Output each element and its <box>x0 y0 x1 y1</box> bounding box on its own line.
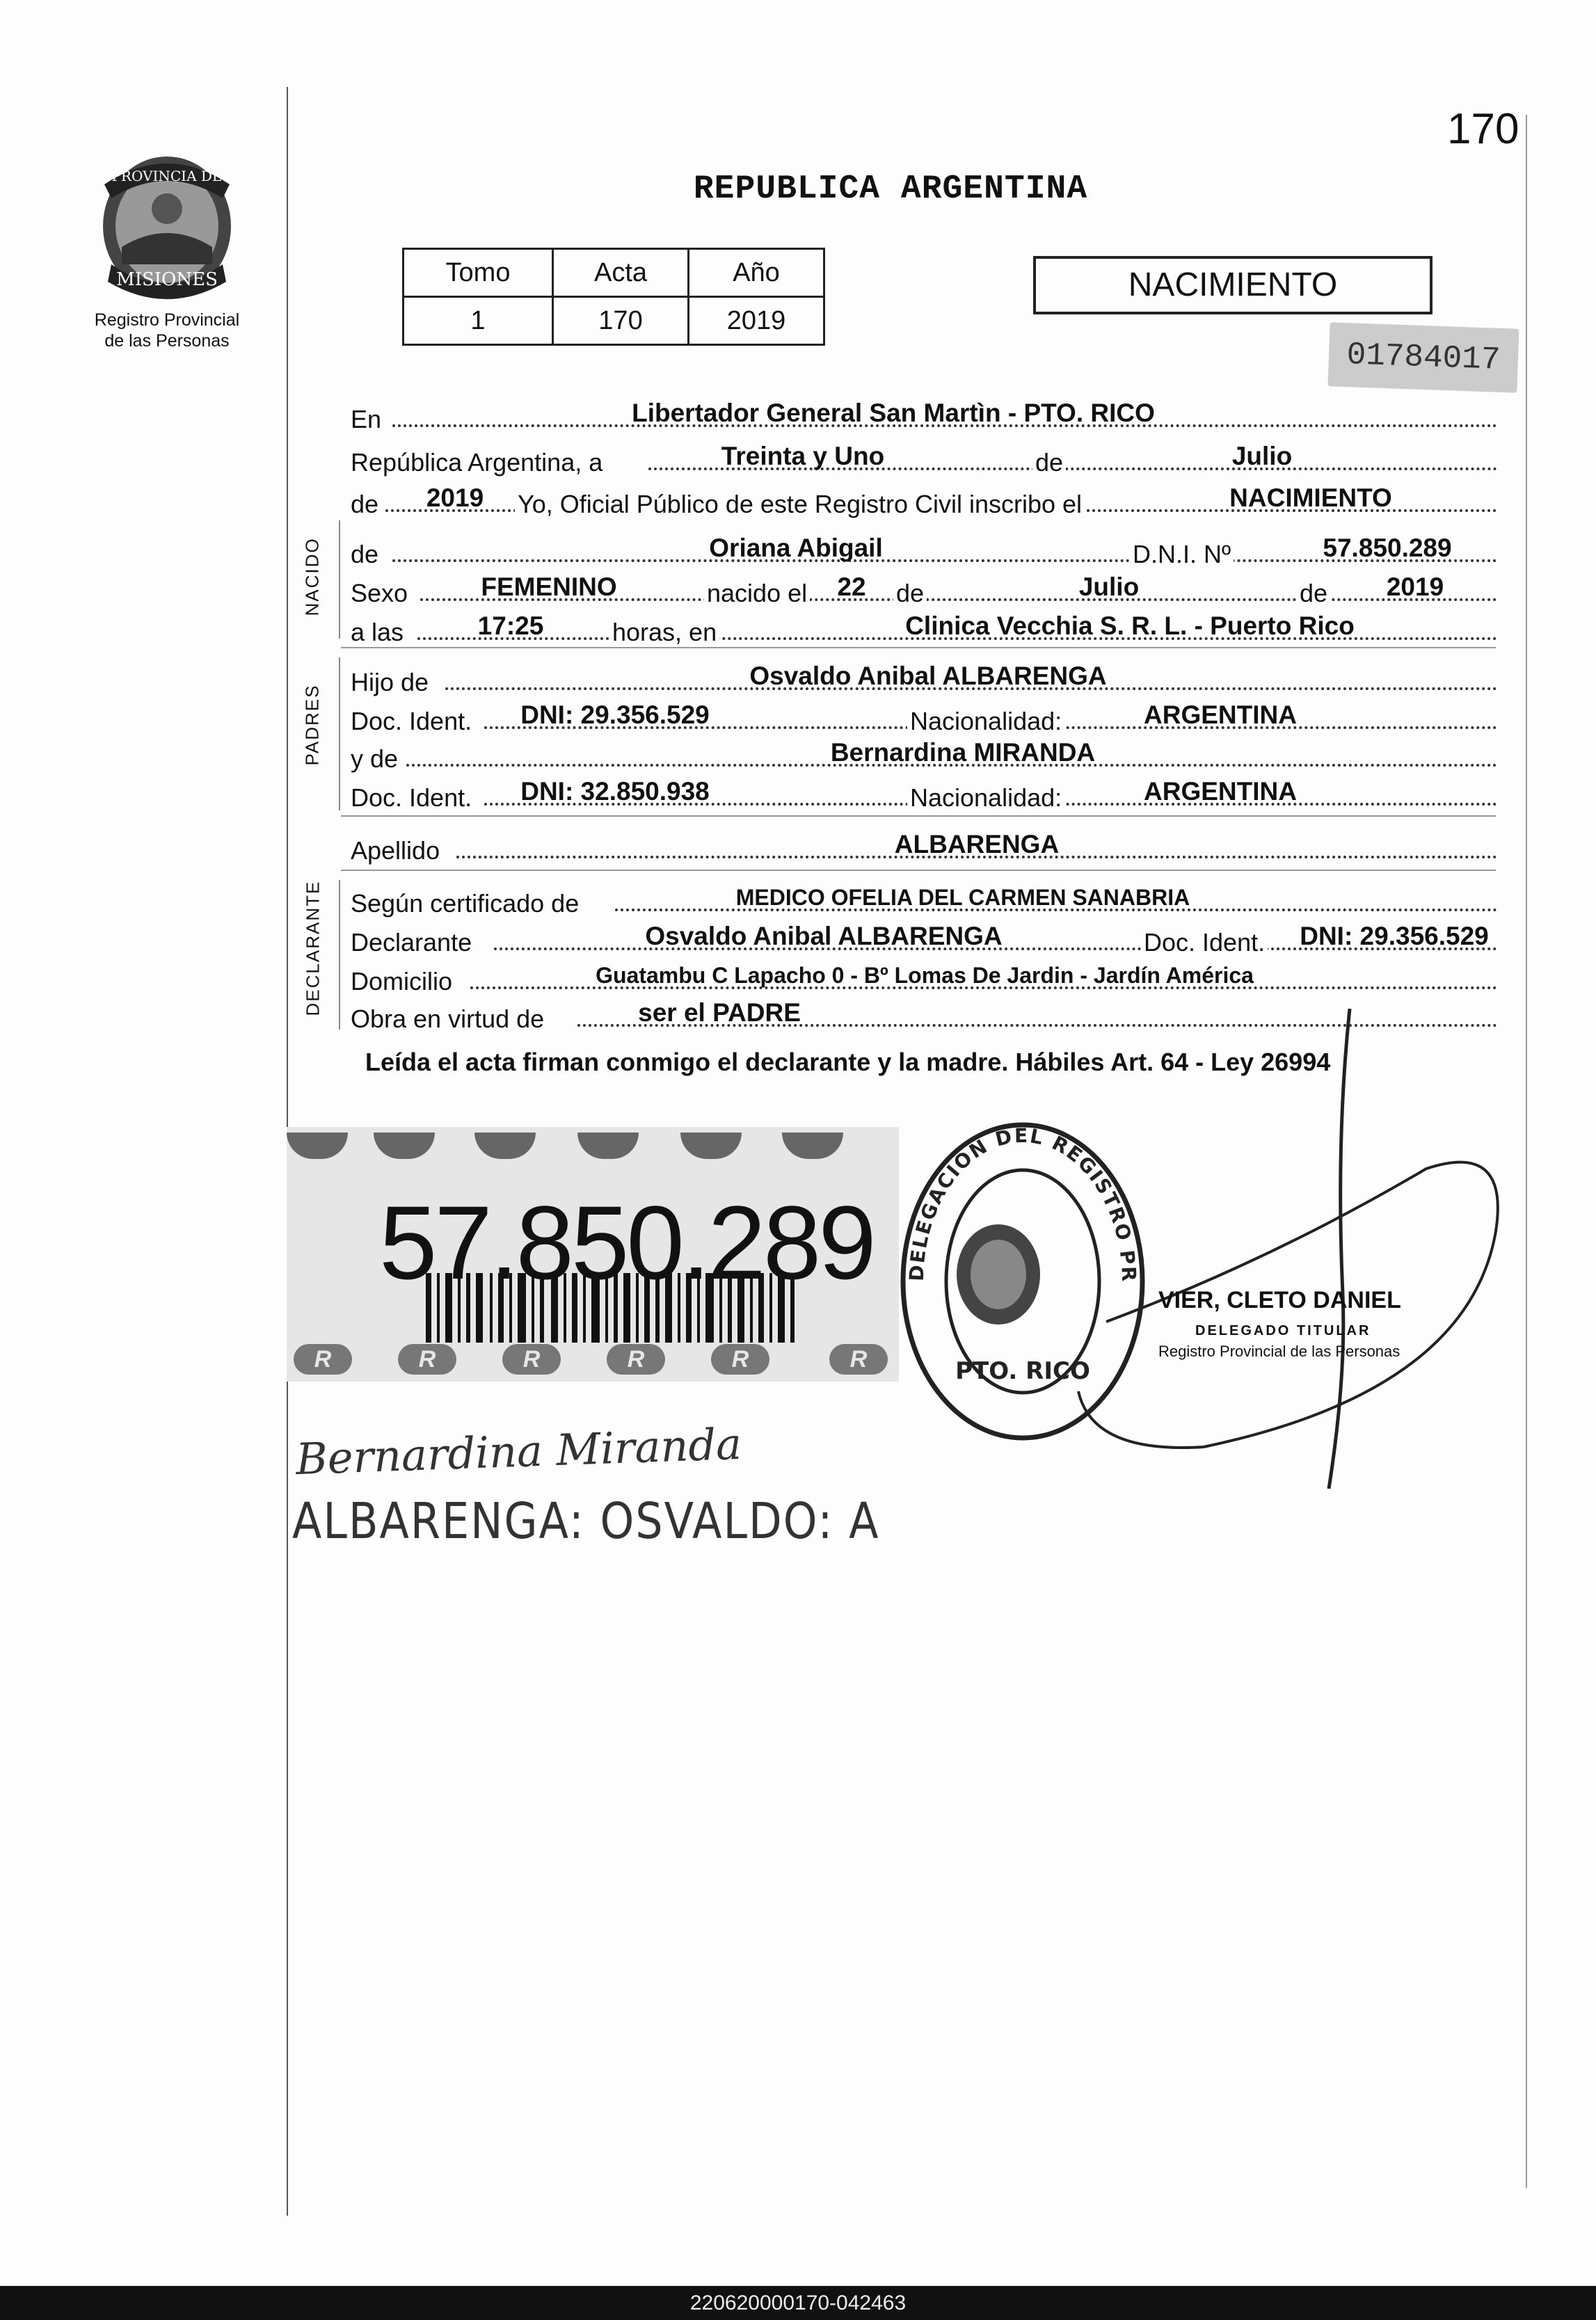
value-mother-name: Bernardina MIRANDA <box>830 738 1096 767</box>
label-en: En <box>351 405 382 433</box>
row-certificate <box>351 879 1497 918</box>
logo-bottom-text: MISIONES <box>116 269 218 290</box>
value-event: NACIMIENTO <box>1229 483 1392 512</box>
row-address <box>351 957 1497 996</box>
label-obra-en-virtud: Obra en virtud de <box>351 1005 545 1033</box>
page-number: 170 <box>1447 105 1519 153</box>
acta-value-row <box>404 297 824 345</box>
label-doc-ident-declarant: Doc. Ident. <box>1141 928 1268 957</box>
row-date <box>351 438 1497 477</box>
row-father-name <box>351 658 1497 697</box>
seal-ring-text: DELEGACION DEL REGISTRO PR <box>904 1123 1141 1283</box>
label-domicilio: Domicilio <box>351 967 453 995</box>
stamp-r-logo-icon: R <box>294 1344 352 1375</box>
serial-number-stamp: 01784017 <box>1327 322 1519 392</box>
value-address: Guatambu C Lapacho 0 - Bº Lomas De Jardin - Jardín América <box>596 963 1254 988</box>
label-nacionalidad: Nacionalidad: <box>907 707 1064 736</box>
father-signature: ALBARENGA: OSVALDO: A <box>292 1491 880 1551</box>
registry-label-line2: de las Personas <box>104 331 230 351</box>
misiones-crest-icon <box>83 143 250 303</box>
value-birth-year: 2019 <box>1386 573 1444 601</box>
stamp-r-logo-icon: R <box>502 1344 561 1375</box>
value-year: 2019 <box>426 483 484 512</box>
label-apellido: Apellido <box>351 836 440 865</box>
label-segun-certificado: Según certificado de <box>351 889 580 918</box>
label-dni-no: D.N.I. Nº <box>1130 540 1234 569</box>
value-birth-place: Clinica Vecchia S. R. L. - Puerto Rico <box>905 611 1355 640</box>
value-certificate-by: MEDICO OFELIA DEL CARMEN SANABRIA <box>735 885 1190 910</box>
anio-header: Año <box>689 249 824 297</box>
section-label-padres: PADRES <box>301 684 323 766</box>
anio-value: 2019 <box>689 297 824 345</box>
label-de-year: de <box>351 490 379 518</box>
stamp-r-logo-icon: R <box>398 1344 456 1375</box>
label-republica-a: República Argentina, a <box>351 448 603 477</box>
label-doc-ident: Doc. Ident. <box>351 707 472 735</box>
signature-scribble-icon <box>1064 1002 1510 1503</box>
mother-signature: Bernardina Miranda <box>294 1418 743 1485</box>
signatory-role: DELEGADO TITULAR <box>1195 1323 1371 1338</box>
value-birth-month: Julio <box>1078 573 1140 601</box>
stamp-wave-icon <box>782 1133 843 1159</box>
stamp-r-logo-icon: R <box>711 1344 769 1375</box>
value-declarant-doc: DNI: 29.356.529 <box>1300 922 1489 950</box>
value-day: Treinta y Uno <box>721 442 885 470</box>
value-surname: ALBARENGA <box>894 830 1060 858</box>
acta-header: Acta <box>553 249 689 297</box>
value-birth-time: 17:25 <box>477 611 544 640</box>
stamp-wave-icon <box>577 1133 639 1159</box>
province-logo <box>83 143 250 303</box>
closing-note: Leída el acta firman conmigo el declarante y la madre. Hábiles Art. 64 - Ley 26994 <box>365 1048 1331 1076</box>
stamp-wave-icon <box>680 1133 742 1159</box>
country-title: REPUBLICA ARGENTINA <box>693 170 1088 208</box>
value-father-name: Osvaldo Anibal ALBARENGA <box>749 662 1107 690</box>
section-bracket <box>339 657 340 810</box>
value-mother-doc: DNI: 32.850.938 <box>520 777 710 806</box>
footer-code: 220620000170-042463 <box>0 2286 1596 2320</box>
value-declarant-name: Osvaldo Anibal ALBARENGA <box>645 922 1003 950</box>
label-de-birth-year: de <box>1297 579 1330 608</box>
label-inscribo: Yo, Oficial Público de este Registro Civil inscribo el <box>515 490 1085 519</box>
id-stamp-number: 57.850.289 <box>379 1184 874 1301</box>
signatory-organization: Registro Provincial de las Personas <box>1158 1343 1401 1360</box>
value-month: Julio <box>1231 442 1293 470</box>
seal-center-text: PTO. RICO <box>955 1357 1090 1385</box>
value-sex: FEMENINO <box>481 573 617 601</box>
label-nacionalidad: Nacionalidad: <box>907 783 1064 813</box>
acta-header-row <box>404 249 824 297</box>
acta-value: 170 <box>553 297 689 345</box>
row-surname <box>351 826 1497 865</box>
value-mother-nationality: ARGENTINA <box>1144 777 1297 806</box>
section-divider <box>341 815 1496 817</box>
label-sexo: Sexo <box>351 579 408 607</box>
row-place <box>351 395 1497 434</box>
section-divider <box>341 647 1496 648</box>
signatory-name: VIER, CLETO DANIEL <box>1158 1287 1401 1313</box>
stamp-wave-icon <box>287 1133 348 1159</box>
stamp-r-logo-icon: R <box>829 1344 888 1375</box>
value-father-nationality: ARGENTINA <box>1144 701 1297 729</box>
section-divider <box>341 870 1496 871</box>
row-child-name <box>351 530 1497 569</box>
row-inscription <box>351 480 1497 519</box>
label-de-month: de <box>893 579 927 608</box>
value-birth-day: 22 <box>837 573 866 601</box>
label-hijo-de: Hijo de <box>351 668 429 696</box>
row-time-place <box>351 608 1497 647</box>
logo-top-text: PROVINCIA DE <box>111 168 223 184</box>
value-child-name: Oriana Abigail <box>709 534 883 562</box>
label-a-las: a las <box>351 618 404 646</box>
section-label-declarante: DECLARANTE <box>302 880 324 1016</box>
registry-label <box>66 310 268 351</box>
label-y-de: y de <box>351 744 399 773</box>
label-nacido-el: nacido el <box>704 579 810 608</box>
label-de-name: de <box>351 540 379 568</box>
section-label-nacido: NACIDO <box>301 537 323 616</box>
registry-label-line1: Registro Provincial <box>94 310 240 330</box>
section-bracket <box>339 880 340 1030</box>
label-horas-en: horas, en <box>609 618 719 647</box>
right-margin-line <box>1526 115 1527 2188</box>
label-declarante: Declarante <box>351 928 472 957</box>
row-mother-name <box>351 735 1497 774</box>
row-sex-birth <box>351 569 1497 608</box>
tomo-value: 1 <box>404 297 553 345</box>
stamp-r-logo-icon: R <box>607 1344 665 1375</box>
acta-table <box>402 248 825 346</box>
row-father-doc <box>351 697 1497 736</box>
label-doc-ident: Doc. Ident. <box>351 783 472 812</box>
document-type-box: NACIMIENTO <box>1033 256 1433 314</box>
section-bracket <box>339 520 340 639</box>
stamp-wave-icon <box>474 1133 536 1159</box>
stamp-wave-icon <box>374 1133 435 1159</box>
value-child-dni: 57.850.289 <box>1323 534 1452 562</box>
value-place: Libertador General San Martìn - PTO. RICO <box>632 399 1155 427</box>
tomo-header: Tomo <box>404 249 553 297</box>
row-declarant <box>351 918 1497 957</box>
value-father-doc: DNI: 29.356.529 <box>520 701 710 729</box>
row-mother-doc <box>351 774 1497 813</box>
value-capacity: ser el PADRE <box>638 998 801 1027</box>
label-de: de <box>1032 448 1066 477</box>
